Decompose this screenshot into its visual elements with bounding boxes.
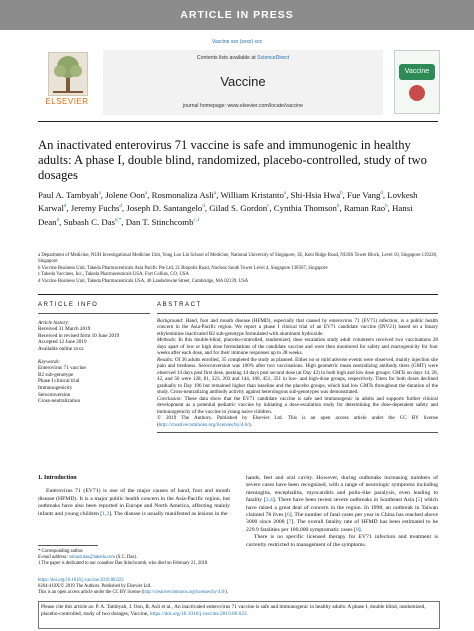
cover-label: Vaccine: [404, 68, 430, 75]
affiliation-item: a Department of Medicine, NUH Investigational Medicine Unit, Yong Loo Lin School of Medicine, National University of Singapore, 1E, Kent Ridge Road, NUHS Tower Block, Level 10, Singapore 119228, Singapore: [38, 253, 438, 265]
intro-paragraph-1-cont: [246, 475, 438, 534]
intro-heading: 1. Introduction: [38, 475, 77, 481]
email-link[interactable]: subash.das@takeda.com: [69, 555, 116, 560]
publisher-name: ELSEVIER: [45, 97, 89, 106]
methods-text: In this double-blind, placebo-controlled, randomized, dose escalation study adult volunteers received two vaccinations 28 days apart of low or high dose formulations of the candidate vaccine and were then monitored for safety and reactogenicity for four weeks after each dose, and for their immune responses up to 28 weeks.: [157, 337, 438, 356]
intro-text: ]. The number of fatal cases per year in China has reached above 3000 since 2008 [: [246, 512, 438, 526]
results-text: Of 36 adults enrolled, 35 completed the study as planned. Either no or mild adverse events were observed, mainly injection site pain and tiredness. Seroconversion was 100% after two vaccinations. High geometric mean neutralizing antibody titers (GMT) were observed 14 days post first dose, peaking 14 days post second dose (at Day 42) in both high and low dose groups: GMTs on days 14, 28, 42, and 56 were 128, 81, 323, 203 and 144, 100, 451, 351 in low- and high-dose groups, respectively. Titers for both doses declined gradually to Day 196 but remained higher than baseline and the placebo groups, which had low GMTs throughout the duration of the study. Cross-neutralizing antibody activity against heterologous sub-genotypes was demonstrated.: [157, 356, 438, 395]
author-affiliation-marker[interactable]: d: [380, 191, 383, 196]
intro-text: hands, feet and oral cavity. However, during outbreaks increasing numbers of severe cases have been recognized, with a range of neurologic symptoms including meningitis, encephalitis, myocarditis and polio-like paralysis, even leading to fatality [: [246, 475, 438, 504]
copyright-text: © 2019 The Authors. Published by Elsevier Ltd. This is an open access article under the CC BY license (: [157, 415, 438, 428]
keyword-item: Enterovirus 71 vaccine: [38, 365, 86, 372]
author-name[interactable]: Joseph D. Santangelo: [126, 203, 203, 214]
corresponding-author: * Corresponding author.: [38, 549, 84, 554]
author-affiliation-marker[interactable]: d: [119, 204, 122, 210]
author-name[interactable]: William Kristanto: [220, 189, 284, 200]
author-name[interactable]: Rosmonaliza Asli: [151, 189, 214, 200]
intro-text: ]. The disease is usually manifested as lesions in the: [109, 510, 228, 517]
footnotes: [38, 545, 230, 567]
abstract-methods: [157, 337, 438, 357]
author-name[interactable]: Hansi Dean: [38, 203, 413, 227]
license-link[interactable]: http://creativecommons.org/licenses/by/4.0/: [158, 421, 249, 428]
citation-text: Please cite this article as: P. A. Tambyah, J. Oon, R. Asli et al., An inactivated enterovirus 71 vaccine is safe and immunogenic in healthy adults: A phase I, double blind, randomized, placebo-controlled, study of two dosages, Vaccine,: [41, 604, 426, 617]
doi-link[interactable]: https://doi.org/10.1016/j.vaccine.2019.06.023: [38, 578, 124, 583]
affiliations: [38, 253, 438, 285]
contents-prefix: Contents lists available at: [196, 55, 258, 61]
abstract-rule: [157, 313, 438, 314]
keyword-item: B2 sub-genotype: [38, 371, 74, 378]
ref-link[interactable]: 1,2: [102, 510, 110, 517]
ref-link[interactable]: 6: [286, 512, 290, 519]
ref-link[interactable]: 8: [355, 526, 359, 533]
journal-homepage: [103, 103, 383, 109]
keywords-list: [38, 365, 150, 405]
oa-line: [38, 590, 438, 596]
results-label: Results:: [157, 356, 174, 363]
keyword-item: Seroconversion: [38, 391, 71, 398]
ref-link[interactable]: 3,4: [265, 497, 273, 504]
oa-license-link[interactable]: http://creativecommons.org/licenses/by/4.0/: [143, 590, 226, 595]
author-affiliation-marker[interactable]: d: [56, 217, 60, 223]
intro-text: ]. The overall fatality rate of HFMD has been estimated to be 229.9 fatalities per 100,000 symptomatic cases [: [246, 519, 438, 533]
author-affiliation-marker[interactable]: c: [267, 204, 270, 210]
issn-line: 0264-410X/© 2019 The Authors. Published by Elsevier Ltd.: [38, 584, 152, 589]
elsevier-logo[interactable]: [38, 50, 96, 112]
author-name[interactable]: Paul A. Tambyah: [38, 189, 99, 200]
footnote-rule: [38, 545, 98, 546]
keyword-item: Cross-neutralization: [38, 398, 81, 405]
author-affiliation-marker[interactable]: b: [340, 191, 343, 196]
author-affiliation-marker[interactable]: b: [336, 204, 340, 210]
homepage-link[interactable]: www.elsevier.com/locate/vaccine: [227, 103, 303, 109]
affil-rule: [38, 294, 438, 295]
author-affiliation-marker[interactable]: d: [63, 204, 67, 210]
oa-prefix: This is an open access article under the CC BY license (: [38, 590, 144, 595]
doi-block: [38, 578, 438, 596]
history-item: Accepted 12 June 2019: [38, 339, 87, 346]
intro-text: ].: [358, 526, 363, 533]
homepage-prefix: journal homepage:: [183, 103, 228, 109]
abstract-copyright: [157, 415, 438, 428]
author-name[interactable]: Lovkesh Karwal: [38, 189, 418, 214]
cover-virus-icon: [409, 85, 425, 101]
author-name[interactable]: Gilad S. Gordon: [209, 203, 268, 214]
abstract-conclusion: [157, 396, 438, 416]
author-affiliation-marker[interactable]: a: [145, 191, 148, 196]
abstract-end-rule: [157, 432, 438, 433]
history-item: Received 31 March 2019: [38, 326, 91, 333]
keyword-item: Immunogenicity: [38, 384, 73, 391]
intro-paragraph-1: [38, 488, 230, 518]
author-affiliation-marker[interactable]: a: [283, 191, 287, 196]
elsevier-tree-icon: [48, 52, 88, 96]
history-item: Available online xxxx: [38, 345, 84, 352]
author-affiliation-marker[interactable]: a: [98, 191, 101, 196]
journal-reference[interactable]: Vaccine xxx (xxxx) xxx: [212, 39, 262, 45]
citation-box: [38, 601, 440, 629]
conclusion-text: These data show that the EV71 candidate vaccine is safe and immunogenic in adults and supports further clinical development as a potential pediatric vaccine by initiating a dose-escalation study for determining the dose-dependent safety and immunogenicity of the vaccine in young naive children.: [157, 395, 438, 415]
sciencedirect-link[interactable]: ScienceDirect: [257, 55, 290, 61]
author-affiliation-marker[interactable]: a: [213, 191, 217, 196]
author-list: Paul A. Tambyah$^a$, Jolene Oon$^a$, Rosmonaliza Asli$^a$, William Kristanto$^a$, Shi-Hsia Hwa$^b$, Fue Vang$^d$, Lovkesh Karwal$^d$, Jeremy Fuchs$^d$, Joseph D. Santangelo$^d$, Gilad S. Gordon$^c$, Cynthia Thomson$^b$, Raman Rao$^b$, Hansi Dean$^d$, Subash C. Das$^{d,*}$, Dan T. Stinchcomb$^{c,1}$: [38, 189, 418, 227]
journal-masthead: [103, 50, 383, 115]
author-name[interactable]: Raman Rao: [343, 203, 386, 214]
author-affiliation-marker[interactable]: b: [385, 204, 388, 210]
abstract-background: [157, 318, 438, 338]
history-item: Received in revised form 10 June 2019: [38, 332, 120, 339]
intro-text: ] which have raised a great deal of concern in the region. In 1998, an outbreak in Taiwan claimed 78 lives [: [246, 497, 438, 519]
contents-line: [103, 55, 383, 61]
intro-left-column: [38, 475, 230, 518]
keywords-label: Keywords:: [38, 358, 61, 365]
background-text: Hand, foot and mouth disease (HFMD), especially that caused by enterovirus 71 (EV71) infection, is a public health concern in the Asia-Pacific region. We report a phase I clinical trial of an EV71 candidate vaccine (INV21) based on a binary ethylenimine inactivated B2 sub-genotype formulated with aluminum hydroxide.: [157, 317, 438, 337]
conclusion-label: Conclusion:: [157, 395, 183, 402]
info-rule: [38, 313, 150, 314]
abstract-results: [157, 357, 438, 396]
journal-cover-thumbnail[interactable]: [394, 50, 440, 114]
affiliation-item: c Takeda Vaccines, Inc., Takeda Pharmaceuticals USA, Fort Collins, CO, USA: [38, 272, 189, 278]
intro-right-column: [246, 475, 438, 549]
ref-link[interactable]: 5: [417, 497, 421, 504]
article-info-heading: ARTICLE INFO: [38, 302, 99, 308]
author-name[interactable]: Shi-Hsia Hwa: [290, 189, 341, 200]
affiliation-item: b Vaccine Business Unit, Takeda Pharmaceuticals Asia Pacific Pte Ltd, 21 Biopolis Road, Nucleos South Tower Level 4, Singapore 138567, Singapore: [38, 265, 328, 271]
intro-text: Enterovirus 71 (EV71) is one of the major causes of hand, foot and mouth disease (HFMD). It is a major public health concern in the Asia-Pacific region, but outbreaks have also been reported in Europe and North America, affecting mainly infants and young children [: [38, 488, 230, 517]
email-label: E-mail address:: [38, 555, 70, 560]
author-affiliation-marker[interactable]: d,*: [115, 217, 122, 223]
methods-label: Methods:: [157, 337, 177, 343]
history-list: [38, 326, 150, 352]
background-label: Background:: [157, 317, 184, 324]
author-name[interactable]: Fue Vang: [347, 189, 381, 200]
abstract: [157, 302, 438, 437]
intro-text: ]. There have been recent severe outbreaks in Southeast Asia [: [272, 497, 418, 504]
oa-suffix: ).: [225, 590, 229, 595]
dedication-note: 1 The paper is dedicated to our coauthor Dan Stinchcomb, who died on February 21, 2018.: [38, 561, 209, 566]
author-name[interactable]: Subash C. Das: [63, 216, 116, 227]
author-name[interactable]: Dan T. Stinchcomb: [125, 216, 194, 227]
header-rule: [38, 121, 438, 122]
journal-title: Vaccine: [220, 74, 266, 89]
email-suffix: (S.C. Das).: [115, 555, 138, 560]
author-name[interactable]: Jeremy Fuchs: [70, 203, 120, 214]
citation-doi-link[interactable]: https://doi.org/10.1016/j.vaccine.2019.06.023: [149, 611, 247, 617]
abstract-heading: ABSTRACT: [157, 302, 202, 308]
author-affiliation-marker[interactable]: c,1: [193, 217, 200, 223]
article-info: [38, 302, 150, 405]
author-name[interactable]: Jolene Oon: [105, 189, 146, 200]
article-in-press-banner: ARTICLE IN PRESS: [0, 0, 474, 30]
intro-paragraph-2: There is no specific licensed therapy for EV71 infection and treatment is currently restricted to management of the symptoms.: [246, 534, 438, 548]
journal-header: [38, 50, 438, 117]
keyword-item: Phase I clinical trial: [38, 378, 80, 385]
copyright-end: ).: [248, 421, 252, 428]
article-title: An inactivated enterovirus 71 vaccine is safe and immunogenic in healthy adults: A phase I, double blind, randomized, placebo-controlled, study of two dosages: [38, 138, 427, 182]
ref-link[interactable]: 7: [288, 519, 292, 526]
author-affiliation-marker[interactable]: d: [202, 204, 205, 210]
history-label: Article history:: [38, 319, 70, 326]
affiliation-item: d Vaccine Business Unit, Takeda Pharmaceuticals USA, 40 Landsdowne Street, Cambridge, MA 02139, USA: [38, 278, 249, 284]
author-name[interactable]: Cynthia Thomson: [273, 203, 337, 214]
